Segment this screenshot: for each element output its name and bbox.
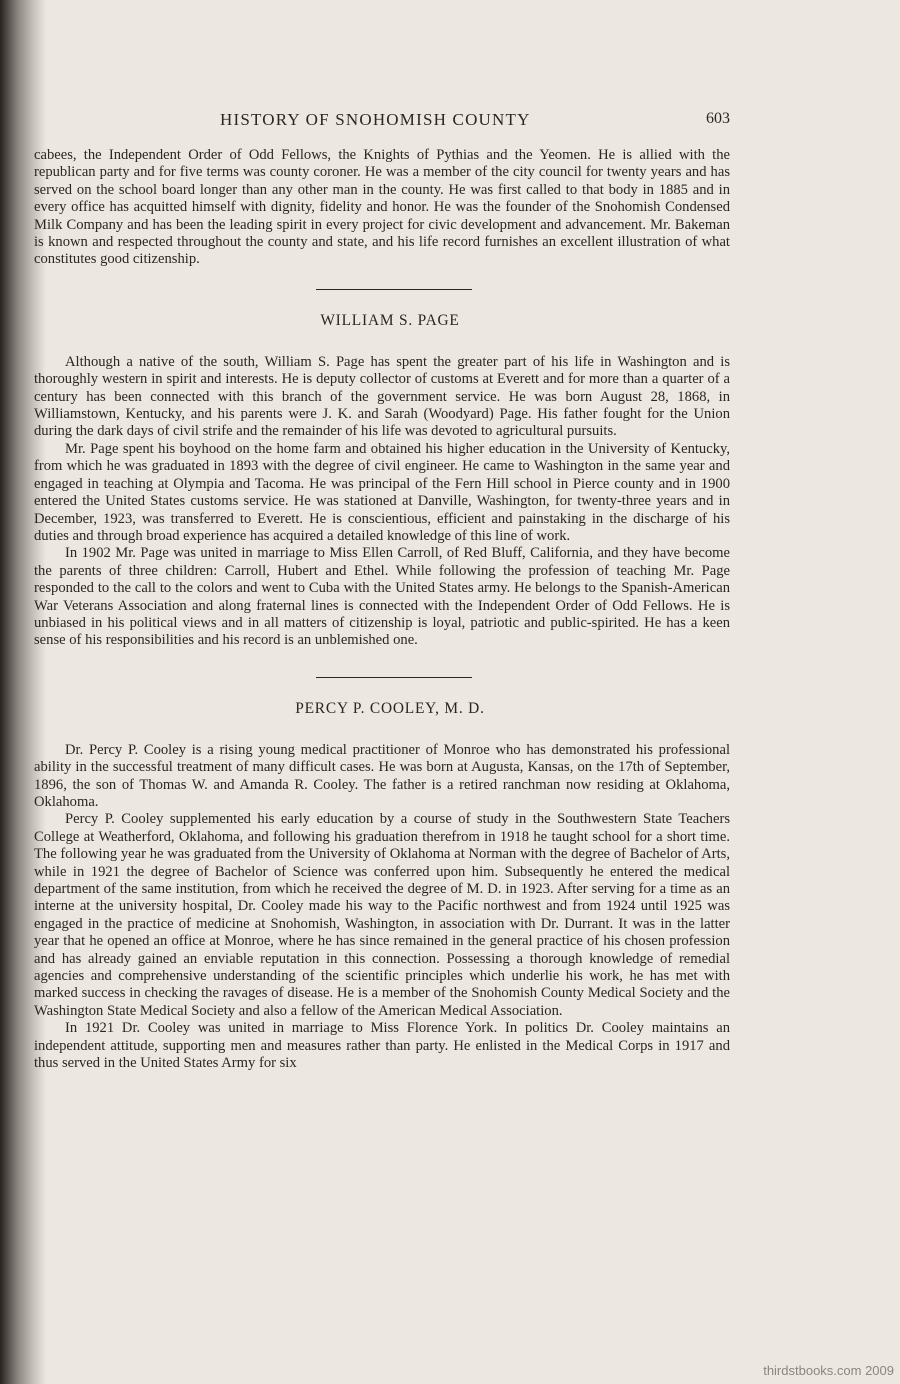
section-divider xyxy=(316,677,472,678)
page-header xyxy=(34,100,730,130)
page-number: 603 xyxy=(706,110,730,127)
continued-paragraph: cabees, the Independent Order of Odd Fellows, the Knights of Pythias and the Yeomen. He is allied with the republican party and for five terms was county coroner. He was a member of the city council for twenty years and has served on the school board longer than any other man in the county. He was first called to that body in 1885 and in every office has acquitted himself with dignity, fidelity and honor. He was the founder of the Snohomish Condensed Milk Company and has been the leading spirit in every project for civic development and advancement. Mr. Bakeman is known and respected throughout the county and state, and his life record furnishes an excellent illustration of what constitutes good citizenship. xyxy=(34,147,730,268)
paragraph: In 1921 Dr. Cooley was united in marriage to Miss Florence York. In politics Dr. Cooley maintains an independent attitude, supporting men and measures rather than party. He enlisted in the Medical Corps in 1917 and thus served in the United States Army for six xyxy=(34,1020,730,1072)
section-divider xyxy=(316,289,472,290)
section-title-william-s-page: WILLIAM S. PAGE xyxy=(320,311,460,329)
book-page xyxy=(34,100,730,1072)
paragraph: Mr. Page spent his boyhood on the home farm and obtained his higher education in the University of Kentucky, from which he was graduated in 1893 with the degree of civil engineer. He came to Washington in the same year and engaged in teaching at Olympia and Tacoma. He was principal of the Fern Hill school in Pierce county and in 1900 entered the United States customs service. He was stationed at Danville, Washington, for twenty-three years and in December, 1923, was transferred to Everett. He is conscientious, efficient and painstaking in the discharge of his duties and through broad experience has acquired a detailed knowledge of this line of work. xyxy=(34,440,730,544)
paragraph: Although a native of the south, William S. Page has spent the greater part of his life in Washington and is thoroughly western in spirit and interests. He is deputy collector of customs at Everett and for more than a quarter of a century has been connected with this branch of the government service. He was born August 28, 1868, in Williamstown, Kentucky, and his parents were J. K. and Sarah (Woodyard) Page. His father fought for the Union during the dark days of civil strife and the remainder of his life was devoted to agricultural pursuits. xyxy=(34,353,730,440)
section-title-percy-p-cooley: PERCY P. COOLEY, M. D. xyxy=(295,699,485,717)
paragraph: Percy P. Cooley supplemented his early education by a course of study in the Southwestern State Teachers College at Weatherford, Oklahoma, and following his graduation therefrom in 1918 he taught school for a short time. The following year he was graduated from the University of Oklahoma at Norman with the degree of Bachelor of Arts, while in 1921 the degree of Bachelor of Science was conferred upon him. Subsequently he entered the medical department of the same institution, from which he received the degree of M. D. in 1923. After serving for a time as an interne at the university hospital, Dr. Cooley made his way to the Pacific northwest and from 1924 until 1925 was engaged in the practice of medicine at Snohomish, Washington, in association with Dr. Durrant. It was in the latter year that he opened an office at Monroe, where he has since remained in the general practice of his chosen profession and has already gained an enviable reputation in this connection. Possessing a thorough knowledge of remedial agencies and comprehensive understanding of the scientific principles which underlie his work, he has met with marked success in checking the ravages of disease. He is a member of the Snohomish County Medical Society and the Washington State Medical Society and also a fellow of the American Medical Association. xyxy=(34,811,730,1019)
running-title: HISTORY OF SNOHOMISH COUNTY xyxy=(220,110,531,129)
watermark: thirdstbooks.com 2009 xyxy=(763,1363,894,1378)
paragraph: Dr. Percy P. Cooley is a rising young medical practitioner of Monroe who has demonstrated his professional ability in the successful treatment of many difficult cases. He was born at Augusta, Kansas, on the 17th of September, 1896, the son of Thomas W. and Amanda R. Cooley. The father is a retired ranchman now residing at Oklahoma, Oklahoma. xyxy=(34,741,730,810)
paragraph: In 1902 Mr. Page was united in marriage to Miss Ellen Carroll, of Red Bluff, California, and they have become the parents of three children: Carroll, Hubert and Ethel. While following the profession of teaching Mr. Page responded to the call to the colors and went to Cuba with the United States army. He belongs to the Spanish-American War Veterans Association and along fraternal lines is connected with the Independent Order of Odd Fellows. He is unbiased in his political views and in all matters of citizenship is loyal, patriotic and public-spirited. He has a keen sense of his responsibilities and his record is an unblemished one. xyxy=(34,545,730,649)
